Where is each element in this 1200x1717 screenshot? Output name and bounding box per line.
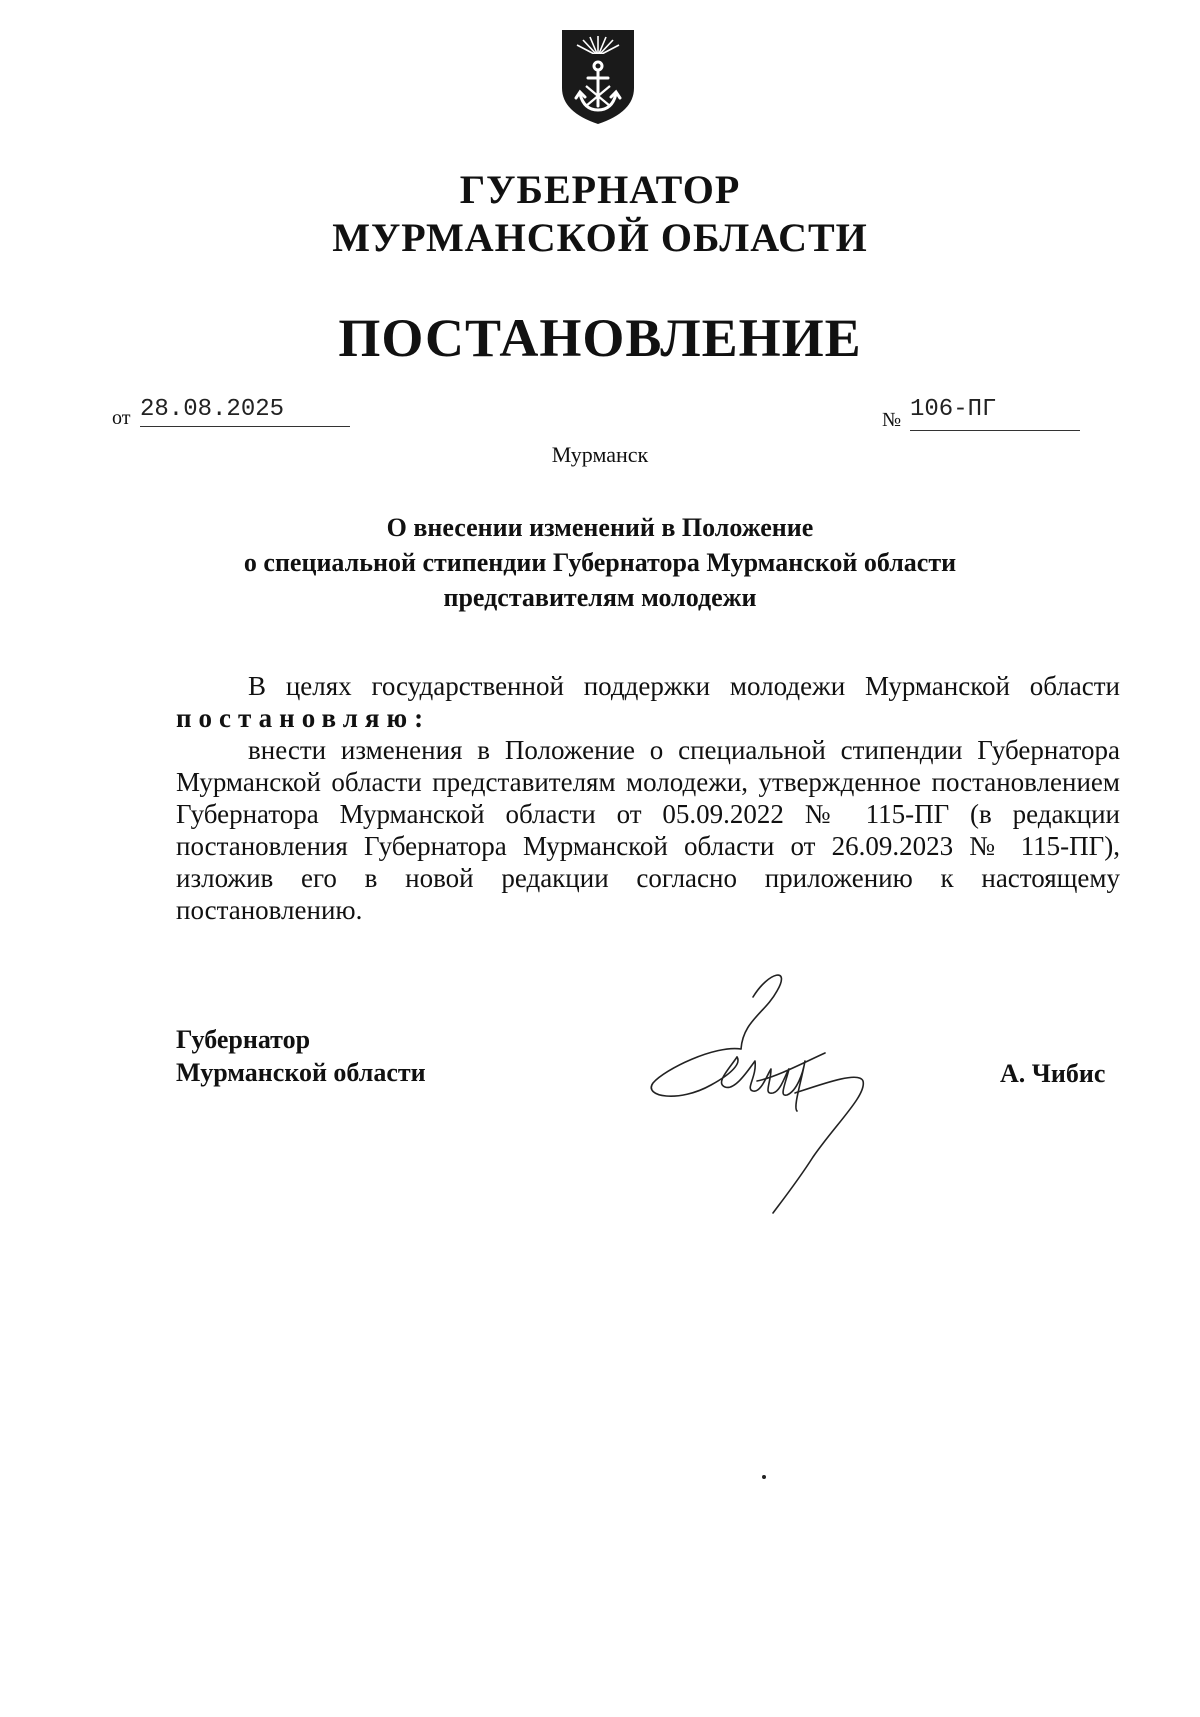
intro-paragraph: В целях государственной поддержки молодежи Мурманской области [248,671,1120,701]
scan-artifact-dot [762,1475,766,1479]
authority-title-line2: МУРМАНСКОЙ ОБЛАСТИ [332,215,868,260]
subject-line1: О внесении изменений в Положение [386,513,814,542]
date-value: 28.08.2025 [140,396,285,423]
subject-line3: представителям молодежи [443,583,757,612]
authority-title-line1: ГУБЕРНАТОР [459,167,741,212]
decree-word: постановляю: [176,703,431,733]
city: Мурманск [551,442,649,467]
decree-word-line [176,702,1120,734]
number-prefix: № [882,409,902,431]
coat-of-arms-icon [558,26,638,126]
date-underline [140,426,350,427]
signatory-title-line2: Мурманской области [176,1058,426,1087]
signatory-name: А. Чибис [1000,1059,1106,1088]
decree-text: Мурманской области представителям молодежи, утвержденное постановлением Губернатора Мурманской области от 05.09.2022 № 115-ПГ (в редакции постановления Губернатора Мурманской области от 26.09.2023 № 115-ПГ), изложив его в новой редакции согласно приложению к настоящему постановлению. [176,767,1120,925]
date-prefix: от [112,407,131,429]
number-value: 106-ПГ [910,396,997,423]
signatory-title-line1: Губернатор [176,1025,311,1054]
handwritten-signature [645,965,885,1215]
document-subject [180,510,1020,615]
document-body [176,670,1120,926]
document-date [112,396,352,436]
subject-line2: о специальной стипендии Губернатора Мурманской области [243,548,957,577]
number-underline [910,430,1080,431]
document-number [882,396,1082,436]
document-type: ПОСТАНОВЛЕНИЕ [338,308,862,368]
decree-text-line1: внести изменения в Положение о специальной стипендии Губернатора [248,735,1120,765]
signatory-title [176,1023,426,1089]
